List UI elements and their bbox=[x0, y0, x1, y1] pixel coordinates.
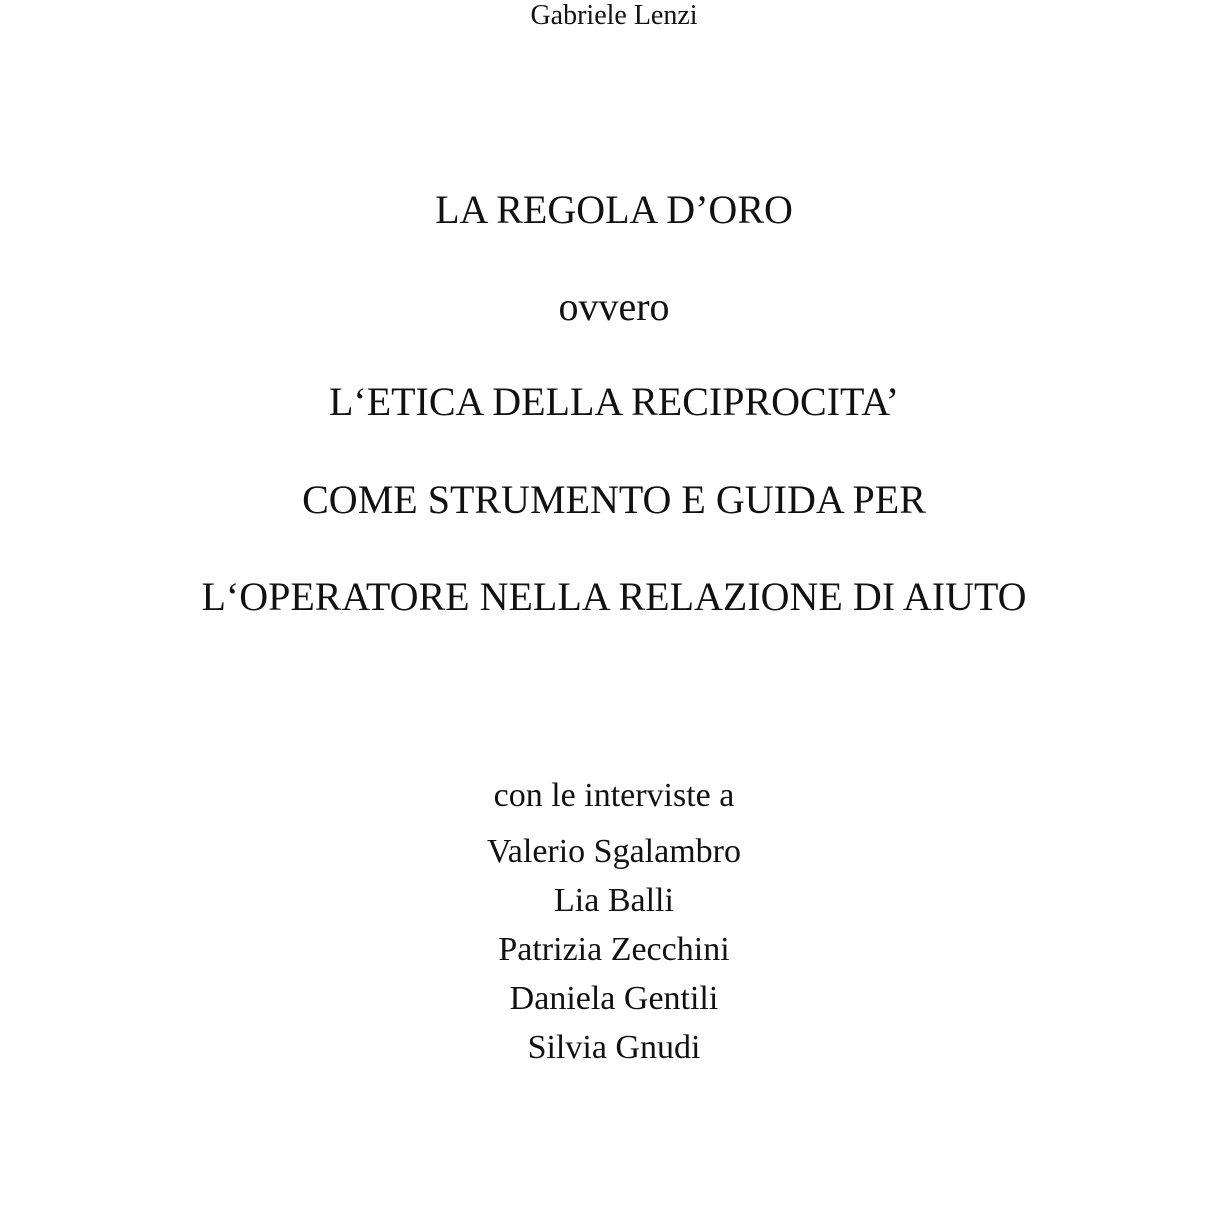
title-line-3: L‘ETICA DELLA RECIPROCITA’ bbox=[328, 379, 900, 424]
interviewee-name: Silvia Gnudi bbox=[527, 1029, 701, 1066]
author-name: Gabriele Lenzi bbox=[530, 0, 698, 31]
interviews-intro: con le interviste a bbox=[493, 777, 735, 814]
interviewee-list bbox=[0, 827, 1228, 1072]
interviewee-name: Valerio Sgalambro bbox=[487, 833, 741, 870]
title-line-1: LA REGOLA D’ORO bbox=[435, 187, 793, 232]
interviewee-name: Daniela Gentili bbox=[509, 980, 719, 1017]
title-line-4: COME STRUMENTO E GUIDA PER bbox=[302, 477, 926, 522]
title-line-5: L‘OPERATORE NELLA RELAZIONE DI AIUTO bbox=[201, 574, 1027, 619]
interviewee-name: Patrizia Zecchini bbox=[498, 931, 730, 968]
interviewee-name: Lia Balli bbox=[554, 882, 674, 919]
title-line-2: ovvero bbox=[558, 284, 670, 329]
